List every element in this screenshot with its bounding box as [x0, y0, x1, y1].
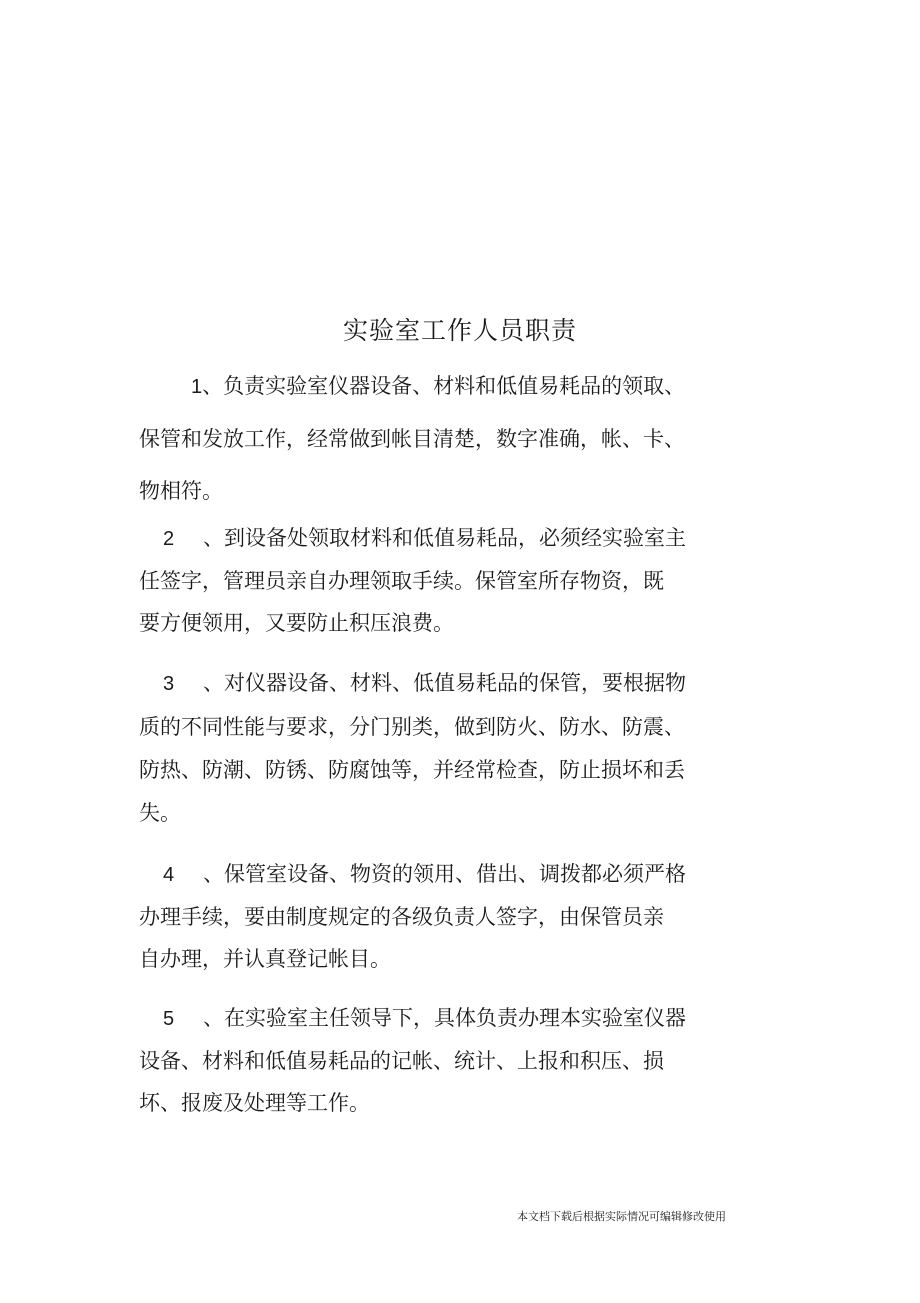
duty-line: 保管和发放工作，经常做到帐目清楚，数字准确，帐、卡、 — [139, 427, 685, 451]
line-text: 、负责实验室仪器设备、材料和低值易耗品的领取、 — [202, 374, 686, 398]
duty-line: 任签字，管理员亲自办理领取手续。保管室所存物资，既 — [139, 569, 664, 593]
duty-line — [139, 662, 749, 706]
duty-item-3 — [139, 662, 749, 835]
duty-line: 自办理，并认真登记帐目。 — [139, 947, 391, 971]
duty-line — [139, 360, 749, 413]
line-text: 、到设备处领取材料和低值易耗品，必须经实验室主 — [203, 526, 686, 550]
line-text: 、对仪器设备、材料、低值易耗品的保管，要根据物 — [203, 671, 686, 695]
duty-line: 办理手续，要由制度规定的各级负责人签字，由保管员亲 — [139, 905, 664, 929]
duty-line: 防热、防潮、防锈、防腐蚀等，并经常检查，防止损坏和丢 — [139, 758, 685, 782]
duty-line: 设备、材料和低值易耗品的记帐、统计、上报和积压、损 — [139, 1049, 664, 1073]
page-title: 实验室工作人员职责 — [342, 316, 577, 345]
duty-line — [139, 997, 749, 1040]
line-text: 、在实验室主任领导下，具体负责办理本实验室仪器 — [203, 1006, 686, 1030]
duty-item-4 — [139, 853, 749, 980]
item-number: 3 — [163, 673, 175, 695]
duty-line: 失。 — [139, 801, 181, 825]
item-number: 2 — [163, 528, 175, 550]
item-number: 5 — [163, 1008, 175, 1030]
duty-line: 物相符。 — [139, 479, 223, 503]
line-text: 、保管室设备、物资的领用、借出、调拨都必须严格 — [203, 862, 686, 886]
duty-item-1 — [139, 360, 749, 517]
footer-note: 本文档下载后根据实际情况可编辑修改使用 — [517, 1210, 726, 1223]
item-number: 4 — [163, 864, 175, 886]
duty-line: 质的不同性能与要求，分门别类，做到防火、防水、防震、 — [139, 715, 685, 739]
duty-line — [139, 853, 749, 896]
item-number: 1 — [191, 376, 203, 398]
duty-line: 坏、报废及处理等工作。 — [139, 1091, 370, 1115]
duty-item-5 — [139, 997, 749, 1124]
duty-line — [139, 517, 749, 560]
duty-item-2 — [139, 517, 749, 644]
duty-line: 要方便领用，又要防止积压浪费。 — [139, 611, 454, 635]
